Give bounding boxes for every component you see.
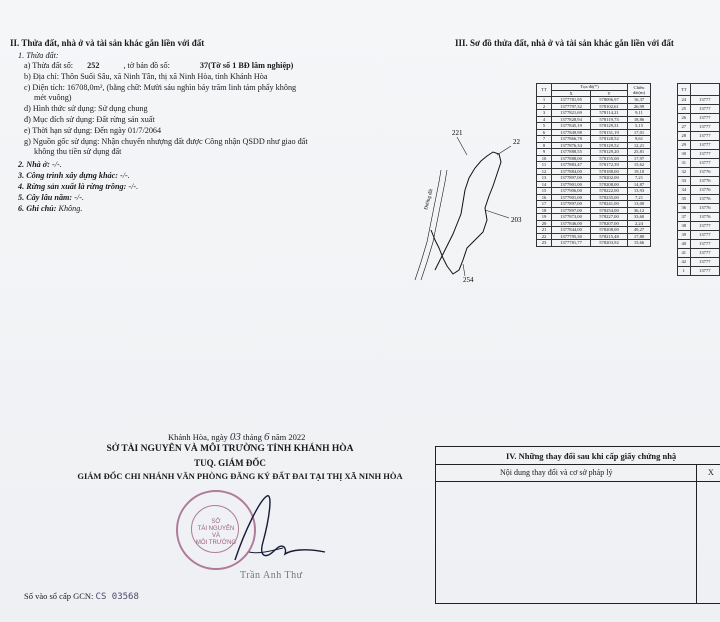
cell-length: 18,86: [628, 116, 651, 123]
cell-tt: 27: [678, 123, 691, 132]
sign-date: Khánh Hòa, ngày 03 tháng 6 năm 2022: [168, 431, 306, 443]
cell-y: 578241,00: [591, 201, 628, 208]
cell-tt: 4: [537, 116, 552, 123]
cell-x: 1377795,30: [552, 233, 591, 240]
cell-length: 7,21: [628, 194, 651, 201]
plot-number-line: [24, 61, 293, 71]
cell-tt: 2: [537, 103, 552, 110]
cell-length: 17,80: [628, 233, 651, 240]
table-row: [678, 123, 720, 132]
map-sheet-value: 37(Tờ số 1 BĐ lâm nghiệp): [199, 61, 294, 70]
cell-tt: 17: [537, 201, 552, 208]
col-y: Y: [591, 90, 628, 97]
cell-length: 5,15: [628, 123, 651, 130]
cell-x: 1377821,69: [552, 110, 591, 117]
cell-tt: 21: [537, 227, 552, 234]
cell-tt: 33: [678, 177, 691, 186]
cell-tt: 13: [537, 175, 552, 182]
area-line: c) Diện tích: 16708,0m², (bằng chữ: Mười sáu nghìn bảy trăm linh tám phẩy không: [24, 83, 297, 92]
cell-x: 1377901,00: [552, 194, 591, 201]
cell-length: 17,97: [628, 155, 651, 162]
cell-x: 13776: [690, 177, 719, 186]
table-row: [537, 240, 651, 247]
cell-y: 578129,20: [591, 149, 628, 156]
cell-tt: 18: [537, 207, 552, 214]
cell-tt: 37: [678, 213, 691, 222]
cell-x: 13777: [690, 114, 719, 123]
cell-y: 578208,00: [591, 227, 628, 234]
cell-x: 1377906,00: [552, 188, 591, 195]
col-tt-2: TT: [678, 84, 691, 96]
cell-y: 578129,52: [591, 142, 628, 149]
sign-month: 6: [264, 431, 270, 443]
map-sheet-label: , tờ bản đồ số:: [123, 61, 170, 70]
cell-x: 1377845,19: [552, 123, 591, 130]
perennial-line: 5. Cây lâu năm: -/-.: [18, 193, 84, 202]
cell-length: 2,24: [628, 220, 651, 227]
cell-tt: 8: [537, 142, 552, 149]
cell-x: 1377897,00: [552, 207, 591, 214]
cell-x: 1377873,00: [552, 214, 591, 221]
cell-x: 13777: [690, 105, 719, 114]
use-form-line: d) Hình thức sử dụng: Sử dụng chung: [24, 104, 148, 113]
leader-line-221: [457, 137, 467, 155]
cell-y: 578227,00: [591, 214, 628, 221]
cell-tt: 15: [537, 188, 552, 195]
cell-length: 36,12: [628, 207, 651, 214]
cell-y: 578254,00: [591, 207, 628, 214]
cell-length: 49,27: [628, 227, 651, 234]
road-edge-right: [421, 170, 447, 280]
table-row: [678, 114, 720, 123]
cell-x: 1377797,32: [552, 103, 591, 110]
table-row: [678, 96, 720, 105]
address-line: b) Địa chỉ: Thôn Suối Sâu, xã Ninh Tân, thị xã Ninh Hòa, tỉnh Khánh Hòa: [24, 72, 268, 81]
changes-col-x: X: [708, 468, 714, 477]
cell-y: 578129,31: [591, 123, 628, 130]
table-row: [678, 213, 720, 222]
cell-length: 13,00: [628, 201, 651, 208]
cell-tt: 19: [537, 214, 552, 221]
cell-x: 1377781,95: [552, 97, 591, 104]
neighbor-221-label: 221: [452, 130, 463, 137]
col-tt: TT: [537, 84, 552, 97]
table-row: [678, 186, 720, 195]
cell-x: 13777: [690, 267, 719, 276]
leader-line-203: [485, 210, 509, 218]
cell-length: 13,93: [628, 188, 651, 195]
cell-tt: 25: [678, 105, 691, 114]
cell-tt: 12: [537, 168, 552, 175]
cell-x: 13776: [690, 195, 719, 204]
table-row: [678, 177, 720, 186]
cell-length: 15,62: [628, 162, 651, 169]
cell-length: 33,60: [628, 214, 651, 221]
cell-tt: 16: [537, 194, 552, 201]
table-row: [678, 222, 720, 231]
sign-day: 03: [229, 431, 241, 443]
section3-title: III. Sơ đồ thửa đất, nhà ở và tài sản khác gắn liền với đất: [455, 38, 674, 48]
cell-tt: 39: [678, 231, 691, 240]
cell-tt: 30: [678, 150, 691, 159]
cell-x: 1377781,77: [552, 240, 591, 247]
cell-x: 1377866,78: [552, 136, 591, 143]
neighbor-203-label: 203: [511, 216, 522, 224]
cell-tt: 40: [678, 240, 691, 249]
cell-tt: 14: [537, 181, 552, 188]
cell-x: 13777: [690, 141, 719, 150]
cell-x: 1377876,34: [552, 142, 591, 149]
cell-tt: 3: [537, 110, 552, 117]
cell-tt: 10: [537, 155, 552, 162]
cell-tt: 6: [537, 129, 552, 136]
neighbor-22-label: 22: [513, 138, 520, 146]
cell-length: 25,81: [628, 149, 651, 156]
changes-box: [435, 446, 720, 604]
table-row: [678, 150, 720, 159]
cell-x: 1377828,94: [552, 116, 591, 123]
table-row: [678, 132, 720, 141]
cell-x: 1377883,47: [552, 162, 591, 169]
cell-tt: 42: [678, 258, 691, 267]
road-edge-left: [415, 170, 441, 280]
cell-length: 12,21: [628, 142, 651, 149]
cell-tt: 20: [537, 220, 552, 227]
cell-length: 9,61: [628, 136, 651, 143]
origin-line-cont: không thu tiền sử dụng đất: [34, 147, 122, 156]
changes-header: [436, 464, 720, 482]
plot-boundary: [431, 152, 501, 274]
cell-length: 15,66: [628, 240, 651, 247]
cell-x: 1377897,00: [552, 201, 591, 208]
use-purpose-line: đ) Mục đích sử dụng: Đất rừng sản xuất: [24, 115, 155, 124]
cell-y: 578207,00: [591, 220, 628, 227]
plot-number-label: a) Thửa đất số:: [24, 61, 74, 70]
sign-tuq: TUQ. GIÁM ĐỐC: [194, 458, 266, 468]
cell-y: 578131,19: [591, 129, 628, 136]
table-row: [678, 204, 720, 213]
table-row: [678, 195, 720, 204]
section4-title: IV. Những thay đổi sau khi cấp giấy chứng nhậ: [506, 451, 677, 461]
cell-length: 26,99: [628, 103, 651, 110]
cell-y: 578114,21: [591, 110, 628, 117]
gcn-number: [24, 591, 139, 602]
handwritten-signature: [225, 490, 335, 570]
signer-name: Trần Anh Thư: [240, 570, 303, 581]
cell-x: 13777: [690, 222, 719, 231]
cell-length: 7,21: [628, 175, 651, 182]
cell-tt: 32: [678, 168, 691, 177]
cell-x: 1377901,00: [552, 181, 591, 188]
cell-length: 16,37: [628, 97, 651, 104]
cell-tt: 1: [537, 97, 552, 104]
col-x: X: [552, 90, 591, 97]
cell-tt: 5: [537, 123, 552, 130]
planted-forest-line: 4. Rừng sản xuất là rừng trồng: -/-.: [18, 182, 139, 191]
cell-tt: 36: [678, 204, 691, 213]
cell-x: 1377888,55: [552, 149, 591, 156]
cell-tt: 28: [678, 132, 691, 141]
cell-tt: 9: [537, 149, 552, 156]
cell-x: 1377888,00: [552, 155, 591, 162]
col-length: Chiều dài(m): [628, 84, 651, 97]
road-label: Đường đất: [424, 188, 435, 211]
cell-y: 578172,39: [591, 162, 628, 169]
cell-length: 19,10: [628, 168, 651, 175]
cell-y: 578188,00: [591, 168, 628, 175]
origin-line: g) Nguồn gốc sử dụng: Nhận chuyển nhượng đất được Công nhận QSDD như giao đất: [24, 137, 308, 146]
cell-length: 17,01: [628, 129, 651, 136]
house-line: 2. Nhà ở: -/-.: [18, 160, 62, 169]
cell-x: 13777: [690, 132, 719, 141]
table-row: [678, 267, 720, 276]
cell-tt: 22: [537, 233, 552, 240]
other-construction-line: 3. Công trình xây dựng khác: -/-.: [18, 171, 130, 180]
cell-y: 578128,52: [591, 136, 628, 143]
neighbor-254-label: 254: [463, 276, 474, 284]
cell-y: 578208,00: [591, 181, 628, 188]
cell-tt: 23: [537, 240, 552, 247]
table-row: [678, 249, 720, 258]
cell-x: 13777: [690, 249, 719, 258]
cell-x: 13776: [690, 186, 719, 195]
land-plot-heading: 1. Thửa đất:: [18, 51, 59, 60]
gcn-value: CS 03568: [95, 592, 139, 602]
coordinates-table-continued: [677, 83, 720, 276]
area-line-cont: mét vuông): [34, 93, 72, 102]
cell-tt: 31: [678, 159, 691, 168]
gcn-label: Số vào sổ cấp GCN:: [24, 591, 94, 601]
cell-x: 13777: [690, 258, 719, 267]
cell-tt: 1: [678, 267, 691, 276]
cell-tt: 29: [678, 141, 691, 150]
cell-x: 13776: [690, 213, 719, 222]
sign-position: GIÁM ĐỐC CHI NHÁNH VĂN PHÒNG ĐĂNG KÝ ĐẤT ĐAI TẠI THỊ XÃ NINH HÒA: [77, 471, 403, 481]
cell-x: 13776: [690, 204, 719, 213]
cell-y: 578235,00: [591, 194, 628, 201]
cell-y: 578119,73: [591, 116, 628, 123]
cell-x: 1377844,00: [552, 227, 591, 234]
cell-x: 13777: [690, 231, 719, 240]
table-row: [678, 168, 720, 177]
table-row: [678, 159, 720, 168]
cell-y: 578102,61: [591, 103, 628, 110]
cell-y: 578096,97: [591, 97, 628, 104]
cell-x: 13776: [690, 168, 719, 177]
cell-x: 13777: [690, 96, 719, 105]
coordinates-table: [536, 83, 651, 247]
cell-length: 9,11: [628, 110, 651, 117]
cell-x: 13777: [690, 159, 719, 168]
table-row: [678, 105, 720, 114]
use-term-line: e) Thời hạn sử dụng: Đến ngày 01/7/2064: [24, 126, 162, 135]
cell-x: 13777: [690, 240, 719, 249]
cell-tt: 34: [678, 186, 691, 195]
cell-tt: 11: [537, 162, 552, 169]
plot-diagram: [405, 130, 535, 290]
official-seal: SỞ TÀI NGUYÊN VÀ MÔI TRƯỜNG: [176, 490, 256, 570]
plot-number-value: 252: [87, 61, 100, 70]
cell-tt: 24: [678, 96, 691, 105]
cell-y: 578202,00: [591, 175, 628, 182]
table-row: [678, 141, 720, 150]
cell-y: 578203,92: [591, 240, 628, 247]
leader-line-254: [463, 264, 465, 276]
cell-y: 578155,00: [591, 155, 628, 162]
cell-tt: 35: [678, 195, 691, 204]
cell-tt: 41: [678, 249, 691, 258]
sign-org: SỞ TÀI NGUYÊN VÀ MÔI TRƯỜNG TỈNH KHÁNH HÒA: [106, 444, 354, 454]
cell-tt: 38: [678, 222, 691, 231]
table-row: [678, 240, 720, 249]
cell-x: 1377846,00: [552, 220, 591, 227]
cell-x: 13777: [690, 123, 719, 132]
cell-x: 1377897,00: [552, 175, 591, 182]
cell-x: 13777: [690, 150, 719, 159]
cell-x: 1377849,98: [552, 129, 591, 136]
changes-col-content: Nội dung thay đổi và cơ sở pháp lý: [500, 468, 613, 477]
cell-y: 578215,48: [591, 233, 628, 240]
table-row: [678, 231, 720, 240]
cell-tt: 7: [537, 136, 552, 143]
col-coords: Tọa độ(*): [552, 84, 628, 91]
cell-y: 578222,00: [591, 188, 628, 195]
cell-tt: 26: [678, 114, 691, 123]
cell-x: 1377884,00: [552, 168, 591, 175]
cell-length: 14,87: [628, 181, 651, 188]
note-line: 6. Ghi chú: Không.: [18, 204, 83, 213]
table-row: [678, 258, 720, 267]
section2-title: II. Thửa đất, nhà ở và tài sản khác gắn liền với đất: [10, 38, 205, 48]
